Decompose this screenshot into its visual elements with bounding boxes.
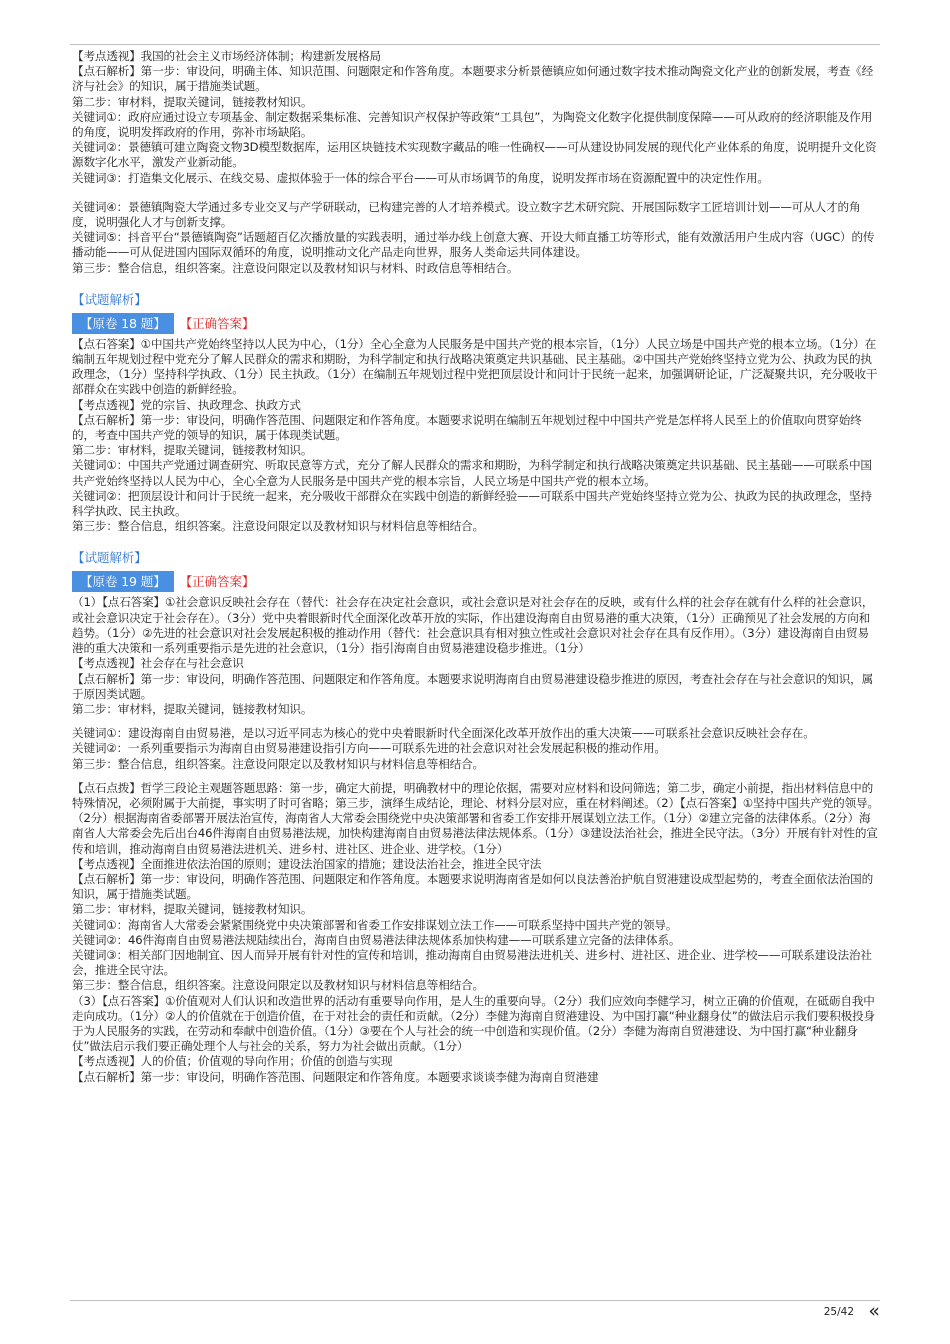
text-line: 【考点透视】全面推进依法治国的原则；建设法治国家的措施；建设法治社会，推进全民守法 [72, 856, 542, 871]
text-line: 【点石解析】第一步：审设问，明确作答范围、问题限定和作答角度。本题要求说明海南省是如何以良法善治护航自贸港建设成型起势的，考查全面依法治国的知识，属于措施类试题。 [72, 871, 874, 902]
text-line: 关键词②：景德镇可建立陶瓷文物3D模型数据库，运用区块链技术实现数字藏品的唯一性确权——可从建设协同发展的现代化产业体系的角度，说明提升文化资源数字化水平，激发产业新动能。 [72, 140, 877, 170]
footer-rule [70, 1300, 880, 1301]
text-line: （1）【点石答案】①社会意识反映社会存在（替代：社会存在决定社会意识，或社会意识是对社会存在的反映，或有什么样的社会存在就有什么样的社会意识，或社会意识决定于社会存在）。（3分）党中央着眼新时代全面深化改革开放的实际，作出建设海南自由贸易港的重大决策，（1分）正确预见了社会发展的方向和趋势。（1分）②先进的社会意识对社会发展起积极的推动作用（替代：社会意识具有相对独立性或社会意识对社会存在具有反作用）。（3分）建设海南自由贸易港的重大决策和一系列重要指示是先进的社会意识，（1分）指引海南自由贸易港建设稳步推进。（1分） [72, 595, 874, 656]
spacer [72, 772, 880, 781]
text-line: 第二步：审材料，提取关键词，链接教材知识。 [72, 701, 313, 716]
text-line: 关键词①：建设海南自由贸易港，是以习近平同志为核心的党中央着眼新时代全面深化改革开放作出的重大决策——可联系社会意识反映社会存在。 [72, 726, 815, 741]
text-line: 第三步：整合信息，组织答案。注意设问限定以及教材知识与材料信息等相结合。 [72, 978, 484, 993]
text-line: 第二步：审材料，提取关键词，链接教材知识。 [72, 902, 313, 917]
text-line: 第三步：整合信息，组织答案。注意设问限定以及教材知识与材料信息等相结合。 [72, 756, 484, 771]
page-number: 25/42 [823, 1306, 854, 1318]
spacer [72, 534, 880, 548]
text-line: 【考点透视】社会存在与社会意识 [72, 656, 244, 671]
text-line: 第三步：整合信息，组织答案。注意设问限定以及教材知识与材料信息等相结合。 [72, 519, 484, 534]
text-line: 关键词①：中国共产党通过调查研究、听取民意等方式，充分了解人民群众的需求和期盼，为科学制定和执行战略决策奠定共识基础、民主基础——可联系中国共产党始终坚持以人民为中心，全心全意为人民服务是中国共产党的根本宗旨，人民立场是中国共产党的根本立场。 [72, 458, 872, 488]
text-line: 【点石答案】①中国共产党始终坚持以人民为中心，（1分）全心全意为人民服务是中国共产党的根本宗旨，（1分）人民立场是中国共产党的根本立场。（1分）在编制五年规划过程中党充分了解人民群众的需求和期盼，为科学制定和执行战略决策奠定共识基础、民主基础。②中国共产党始终坚持立党为公、执政为民的执政理念，（1分）坚持科学执政、（1分）民主执政。（1分）在编制五年规划过程中党把顶层设计和问计于民统一起来，加强调研论证，广泛凝聚共识，充分吸收干部群众在实践中创造的新鲜经验。 [72, 336, 878, 397]
question-18-body [72, 337, 880, 535]
text-line: 关键词②：把顶层设计和问计于民统一起来，充分吸收干部群众在实践中创造的新鲜经验——可联系中国共产党始终坚持立党为公、执政为民的执政理念，坚持科学执政、民主执政。 [72, 488, 872, 519]
text-line: 第二步：审材料，提取关键词，链接教材知识。 [72, 94, 313, 109]
text-line: 【考点透视】我国的社会主义市场经济体制；构建新发展格局 [72, 49, 381, 63]
text-line: 关键词③：打造集文化展示、在线交易、虚拟体验于一体的综合平台——可从市场调节的角度，说明发挥市场在资源配置中的决定性作用。 [72, 170, 769, 185]
text-line: 关键词①：政府应通过设立专项基金、制定数据采集标准、完善知识产权保护等政策“工具包”，为陶瓷文化数字化提供制度保障——可从政府的经济职能及作用的角度，说明发挥政府的作用，弥补市场缺陷。 [72, 109, 873, 140]
analysis-label: 【试题解析】 [72, 550, 147, 566]
section-17-part-a [72, 49, 880, 186]
text-line: 关键词③：相关部门因地制宜、因人而异开展有针对性的宣传和培训，推动海南自由贸易港法进机关、进乡村、进社区、进企业、进学校——可联系建设法治社会，推进全民守法。 [72, 947, 872, 978]
question-18-header [72, 313, 880, 334]
question-18-box: 【原卷 18 题】 [72, 313, 174, 334]
text-line: 【点石解析】第一步：审设问，明确主体、知识范围、问题限定和作答角度。本题要求分析景德镇应如何通过数字技术推动陶瓷文化产业的创新发展，考查《经济与社会》的知识，属于措施类试题。 [72, 64, 874, 94]
chevron-left-icon[interactable]: « [868, 1300, 880, 1322]
spacer [72, 186, 880, 200]
text-line: 【考点透视】党的宗旨、执政理念、执政方式 [72, 397, 301, 412]
text-line: 【点石点拨】哲学三段论主观题答题思路：第一步，确定大前提，明确教材中的理论依据，需要对应材料和设问筛选；第二步，确定小前提，指出材料信息中的特殊情况，必须附属于大前提，事实明了时可省略；第三步，演绎生成结论，理论、材料分层对应，重在材料阐述。（2）【点石答案】①坚持中国共产党的领导。（2分）根据海南省委部署开展法治宣传，海南省人大常委会围绕党中央决策部署和省委工作安排开展谋划立法工作。（1分）②建立完备的法律体系。（2分）海南省人大常委会先后出台46件海南自由贸易港法规，加快构建海南自由贸易港法律法规体系。（1分）③建设法治社会，推进全民守法。（3分）开展有针对性的宣传和培训，推动海南自由贸易港法进机关、进乡村、进社区、进企业、进学校。（1分） [72, 780, 879, 856]
question-19-header [72, 571, 880, 592]
text-line: 第二步：审材料，提取关键词，链接教材知识。 [72, 443, 313, 458]
text-line: 关键词④：景德镇陶瓷大学通过多专业交叉与产学研联动，已构建完善的人才培养模式。设立数字艺术研究院、开展国际数字工匠培训计划——可从人才的角度，说明强化人才与创新支撑。 [72, 199, 861, 230]
question-19-part-1 [72, 595, 880, 717]
text-line: 关键词②：46件海南自由贸易港法规陆续出台，海南自由贸易港法律法规体系加快构建——可联系建立完备的法律体系。 [72, 932, 681, 947]
text-line: 【考点透视】人的价值；价值观的导向作用；价值的创造与实现 [72, 1054, 393, 1069]
question-19-part-1b [72, 726, 880, 772]
page-content [72, 49, 880, 1085]
spacer [72, 717, 880, 726]
text-line: （3）【点石答案】①价值观对人们认识和改造世界的活动有重要导向作用，是人生的重要向导。（2分）我们应效向李健学习，树立正确的价值观，在砥砺自我中走向成功。（1分）②人的价值就在于创造价值，在于对社会的责任和贡献。（2分）李健为海南自贸港建设、为中国打赢“种业翻身仗”的做法启示我们要积极投身于为人民服务的实践，在劳动和奉献中创造价值。（1分）③要在个人与社会的统一中创造和实现价值。（2分）李健为海南自贸港建设、为中国打赢“种业翻身仗”做法启示我们要正确处理个人与社会的关系，努力为社会做出贡献。（1分） [72, 993, 875, 1054]
question-19-box: 【原卷 19 题】 [72, 571, 174, 592]
text-line: 关键词②：一系列重要指示为海南自由贸易港建设指引方向——可联系先进的社会意识对社会发展起积极的推动作用。 [72, 741, 666, 756]
text-line: 【点石解析】第一步：审设问，明确作答范围、问题限定和作答角度。本题要求说明在编制五年规划过程中中国共产党是怎样将人民至上的价值取向贯穿始终的，考查中国共产党的领导的知识，属于体现类试题。 [72, 412, 862, 443]
section-17-part-b [72, 200, 880, 276]
spacer [72, 276, 880, 290]
correct-answer-tag: 【正确答案】 [179, 315, 255, 331]
text-line: 【点石解析】第一步：审设问，明确作答范围、问题限定和作答角度。本题要求谈谈李健为海南自贸港建 [72, 1069, 599, 1084]
correct-answer-tag: 【正确答案】 [179, 574, 255, 590]
text-line: 关键词⑤：抖音平台“景德镇陶瓷”话题超百亿次播放量的实践表明，通过举办线上创意大赛、开设大师直播工坊等形式，能有效激活用户生成内容（UGC）的传播动能——可从促进国内国际双循环的角度，说明推动文化产品走向世界，服务人类命运共同体建设。 [72, 230, 875, 260]
header-rule [70, 44, 880, 45]
question-19-part-2 [72, 781, 880, 1085]
text-line: 【点石解析】第一步：审设问，明确作答范围、问题限定和作答角度。本题要求说明海南自由贸易港建设稳步推进的原因，考查社会存在与社会意识的知识，属于原因类试题。 [72, 671, 874, 701]
text-line: 关键词①：海南省人大常委会紧紧围绕党中央决策部署和省委工作安排谋划立法工作——可联系坚持中国共产党的领导。 [72, 917, 678, 932]
text-line: 第三步：整合信息，组织答案。注意设问限定以及教材知识与材料、时政信息等相结合。 [72, 260, 519, 275]
analysis-label: 【试题解析】 [72, 291, 147, 307]
